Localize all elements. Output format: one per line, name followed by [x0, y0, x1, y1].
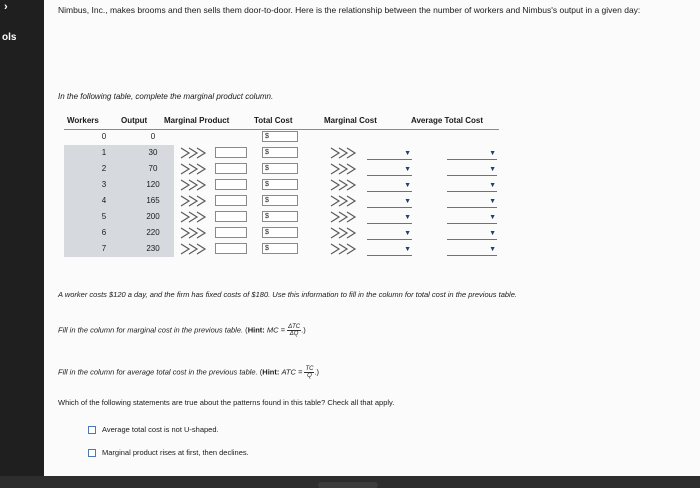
- output-cell: 0: [150, 132, 156, 141]
- total-cost-input[interactable]: $: [262, 243, 298, 254]
- header-total-cost: Total Cost: [254, 116, 293, 125]
- workers-cell: 3: [101, 180, 107, 189]
- sidebar-partial-label: ols: [2, 32, 17, 43]
- workers-cell: 7: [101, 244, 107, 253]
- marginal-cost-pointer-icon: [327, 163, 363, 175]
- option-mp-rises-then-declines[interactable]: [88, 448, 249, 457]
- marginal-cost-pointer-icon: [327, 147, 363, 159]
- average-total-cost-dropdown[interactable]: [447, 179, 497, 192]
- left-sidebar: [0, 0, 44, 488]
- workers-cell: 0: [101, 132, 107, 141]
- chevron-down-icon: ▼: [489, 214, 496, 221]
- marginal-product-input[interactable]: [215, 179, 247, 190]
- marginal-product-input[interactable]: [215, 147, 247, 158]
- chevron-down-icon: ▼: [404, 214, 411, 221]
- marginal-product-pointer-icon: [177, 195, 213, 207]
- marginal-product-pointer-icon: [177, 179, 213, 191]
- marginal-product-pointer-icon: [177, 147, 213, 159]
- intro-text: Nimbus, Inc., makes brooms and then sells them door-to-door. Here is the relationship between the number of workers and Nimbus's output in a given day:: [58, 5, 641, 15]
- chevron-down-icon: ▼: [489, 246, 496, 253]
- marginal-product-pointer-icon: [177, 227, 213, 239]
- table-row: [64, 241, 499, 257]
- chevron-down-icon: ▼: [489, 198, 496, 205]
- chevron-down-icon: ▼: [404, 182, 411, 189]
- workers-cell: 1: [101, 148, 107, 157]
- total-cost-input[interactable]: $: [262, 163, 298, 174]
- mc-instruction: Fill in the column for marginal cost in the previous table. (Hint: MC = $\frac{\text{ΔTC}}{\Delta Q}$ .): [58, 324, 306, 337]
- marginal-product-input[interactable]: [215, 211, 247, 222]
- table-row: [64, 193, 499, 209]
- average-total-cost-dropdown[interactable]: [447, 195, 497, 208]
- table-row: [64, 225, 499, 241]
- table-row: [64, 209, 499, 225]
- marginal-cost-pointer-icon: [327, 179, 363, 191]
- output-cell: 70: [148, 164, 158, 173]
- total-cost-input[interactable]: $: [262, 147, 298, 158]
- marginal-cost-dropdown[interactable]: [367, 227, 412, 240]
- cost-info-text: A worker costs $120 a day, and the firm has fixed costs of $180. Use this information to fill in the column for total cost in the previous table.: [58, 290, 517, 299]
- marginal-cost-dropdown[interactable]: [367, 243, 412, 256]
- marginal-product-pointer-icon: [177, 211, 213, 223]
- chevron-down-icon: ▼: [489, 166, 496, 173]
- header-output: Output: [121, 116, 148, 125]
- average-total-cost-dropdown[interactable]: [447, 147, 497, 160]
- mp-instruction: In the following table, complete the marginal product column.: [58, 92, 274, 101]
- total-cost-input[interactable]: $: [262, 195, 298, 206]
- marginal-cost-dropdown[interactable]: [367, 179, 412, 192]
- average-total-cost-dropdown[interactable]: [447, 227, 497, 240]
- header-average-total-cost: Average Total Cost: [411, 116, 484, 125]
- marginal-product-pointer-icon: [177, 163, 213, 175]
- total-cost-input[interactable]: $: [262, 131, 298, 142]
- marginal-cost-dropdown[interactable]: [367, 163, 412, 176]
- marginal-cost-dropdown[interactable]: [367, 195, 412, 208]
- marginal-cost-dropdown[interactable]: [367, 147, 412, 160]
- output-cell: 200: [146, 212, 160, 221]
- marginal-product-input[interactable]: [215, 163, 247, 174]
- chevron-down-icon: ▼: [404, 198, 411, 205]
- marginal-product-input[interactable]: [215, 227, 247, 238]
- atc-instruction: Fill in the column for average total cost in the previous table. (Hint: ATC = $\frac{TC}{Q}$ .): [58, 366, 320, 379]
- workers-cell: 5: [101, 212, 107, 221]
- option-label: Marginal product rises at first, then declines.: [102, 448, 249, 457]
- table-row: [64, 145, 499, 161]
- marginal-cost-pointer-icon: [327, 227, 363, 239]
- output-cell: 30: [148, 148, 158, 157]
- option-label: Average total cost is not U-shaped.: [102, 425, 219, 434]
- total-cost-input[interactable]: $: [262, 211, 298, 222]
- average-total-cost-dropdown[interactable]: [447, 163, 497, 176]
- output-cell: 230: [146, 244, 160, 253]
- mc-hint-fraction: $\frac{\text{ΔTC}}{\Delta Q}$: [288, 324, 301, 337]
- output-cell: 220: [146, 228, 160, 237]
- output-cell: 165: [146, 196, 160, 205]
- chevron-down-icon: ▼: [404, 150, 411, 157]
- bottom-bar: [0, 476, 700, 488]
- marginal-cost-pointer-icon: [327, 211, 363, 223]
- marginal-cost-dropdown[interactable]: [367, 211, 412, 224]
- workers-cell: 4: [101, 196, 107, 205]
- table-row: [64, 161, 499, 177]
- chevron-down-icon: ▼: [404, 166, 411, 173]
- atc-hint-fraction: $\frac{TC}{Q}$: [305, 366, 314, 379]
- workers-cell: 6: [101, 228, 107, 237]
- chevron-down-icon: ▼: [489, 230, 496, 237]
- header-marginal-product: Marginal Product: [164, 116, 230, 125]
- table-row: [64, 129, 499, 145]
- option-atc-not-u-shaped[interactable]: [88, 425, 219, 434]
- total-cost-input[interactable]: $: [262, 227, 298, 238]
- chevron-down-icon: ▼: [404, 246, 411, 253]
- checkbox[interactable]: [88, 449, 96, 457]
- marginal-cost-pointer-icon: [327, 195, 363, 207]
- output-cell: 120: [146, 180, 160, 189]
- question-text: Which of the following statements are true about the patterns found in this table? Check all that apply.: [58, 398, 395, 407]
- workers-cell: 2: [101, 164, 107, 173]
- checkbox[interactable]: [88, 426, 96, 434]
- header-marginal-cost: Marginal Cost: [324, 116, 377, 125]
- chevron-down-icon: ▼: [489, 150, 496, 157]
- question-page: [44, 0, 700, 476]
- marginal-product-input[interactable]: [215, 195, 247, 206]
- chevron-right-icon[interactable]: ›: [4, 1, 8, 13]
- total-cost-input[interactable]: $: [262, 179, 298, 190]
- chevron-down-icon: ▼: [489, 182, 496, 189]
- average-total-cost-dropdown[interactable]: [447, 211, 497, 224]
- table-header: [64, 113, 499, 130]
- marginal-product-input[interactable]: [215, 243, 247, 254]
- average-total-cost-dropdown[interactable]: [447, 243, 497, 256]
- header-workers: Workers: [67, 116, 99, 125]
- table-row: [64, 177, 499, 193]
- marginal-cost-pointer-icon: [327, 243, 363, 255]
- marginal-product-pointer-icon: [177, 243, 213, 255]
- chevron-down-icon: ▼: [404, 230, 411, 237]
